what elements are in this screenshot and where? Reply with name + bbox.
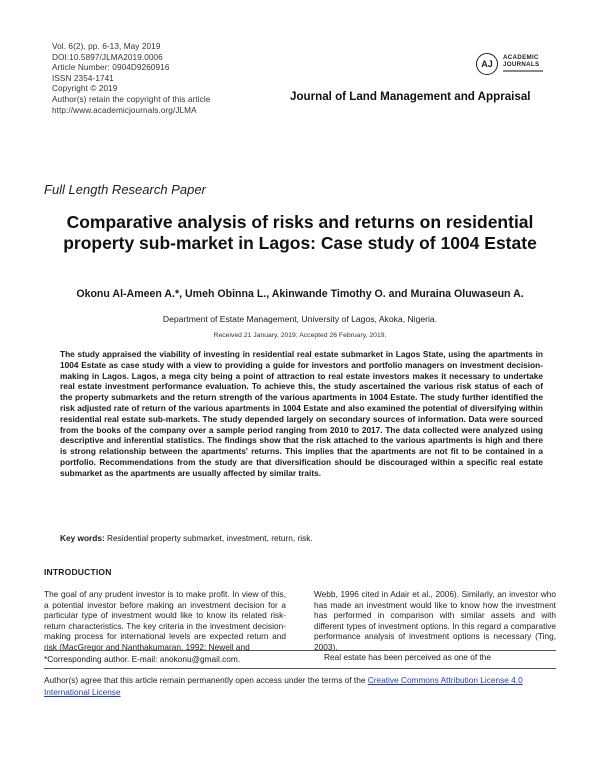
keywords-label: Key words: [60, 533, 105, 543]
license-divider [44, 668, 556, 669]
logo-line2: JOURNALS [503, 61, 540, 69]
meta-line-url[interactable]: http://www.academicjournals.org/JLMA [52, 105, 197, 115]
article-type: Full Length Research Paper [44, 182, 206, 197]
affiliation: Department of Estate Management, University of Lagos, Akoka, Nigeria. [162, 314, 438, 324]
meta-line: DOI:10.5897/JLMA2019.0006 [52, 52, 163, 62]
article-metadata [52, 42, 210, 116]
meta-line: Copyright © 2019 [52, 84, 118, 94]
meta-line: Article Number: 0904D9260916 [52, 63, 170, 73]
logo-wordmark [503, 54, 539, 68]
license-text: Author(s) agree that this article remain permanently open access under the terms of the [44, 675, 366, 685]
author-list: Okonu Al-Ameen A.*, Umeh Obinna L., Akinwande Timothy O. and Muraina Oluwaseun A. [76, 288, 524, 300]
received-accepted-dates: Received 21 January, 2019; Accepted 26 February, 2019. [213, 332, 387, 339]
meta-line: ISSN 2354-1741 [52, 73, 114, 83]
abstract: The study appraised the viability of investing in residential real estate submarket in Lagos State, using the apartments in 1004 Estate as case study with a view to providing a guide for investors and portfolio managers on investment decision-making in Lagos. Lagos, a mega city being a point of attraction to real estate investors makes it necessary to undertake real estate investment performance evaluation. To achieve this, the study ascertained the various risk status of each of the property submarkets and the return strength of the various apartments in 1004 Estate. The study further identified the risk adjusted rate of return of the various apartments in 1004 Estate and also examined the potential of diversifying within residential real estate sub-markets. The study depended largely on secondary sources of information. Data were sourced from the books of the company over a sample period ranging from 2010 to 2017. The data collected were analyzed using descriptive and inferential statistics. The findings show that the risk attached to the various apartments is high and there is strong relationship between the apartments' returns. This implies that the apartments are not fit to be contained in a portfolio. Recommendations from the study are that diversification should be discouraged within a specific real estate submarket as the apartments are usually affected by similar traits. [60, 349, 543, 478]
academic-journals-logo [476, 50, 566, 80]
keywords [60, 533, 543, 543]
corresponding-author: *Corresponding author. E-mail: anokonu@gmail.com. [44, 654, 241, 664]
logo-mark: AJ [476, 53, 498, 75]
creative-commons-link[interactable]: Creative Commons Attribution License 4.0 International License [44, 675, 523, 697]
logo-tagline-bar [503, 70, 543, 72]
meta-line: Vol. 6(2), pp. 6-13, May 2019 [52, 42, 161, 51]
intro-column-right [314, 589, 556, 663]
keywords-list: Residential property submarket, investment, return, risk. [107, 533, 313, 543]
license-statement [44, 674, 564, 698]
article-title: Comparative analysis of risks and returns on residential property sub-market in Lagos: Case study of 1004 Estate [63, 212, 537, 253]
intro-paragraph: Real estate has been perceived as one of the [324, 652, 491, 662]
introduction-heading: INTRODUCTION [44, 567, 112, 577]
logo-line1: ACADEMIC [503, 54, 539, 61]
intro-column-left [44, 589, 286, 652]
meta-line: Author(s) retain the copyright of this article [52, 94, 211, 104]
journal-name: Journal of Land Management and Appraisal [290, 90, 531, 103]
footnote-divider [44, 650, 556, 651]
intro-paragraph: Webb, 1996 cited in Adair et al., 2006). Similarly, an investor who has made an investment would like to know how the investment has performed in comparison with similar assets and with different types of investment options. In this regard a comparative performance analysis of investment options is necessary (Ting, 2003). [314, 589, 556, 652]
intro-paragraph: The goal of any prudent investor is to make profit. In view of this, a potential investor before making an investment decision for a particular type of investment would like to know its related risk-return characteristics. The key criteria in the investment decision-making process for international levels are expected return and risk (MacGregor and Nanthakumaran, 1992; Newell and [44, 589, 286, 652]
